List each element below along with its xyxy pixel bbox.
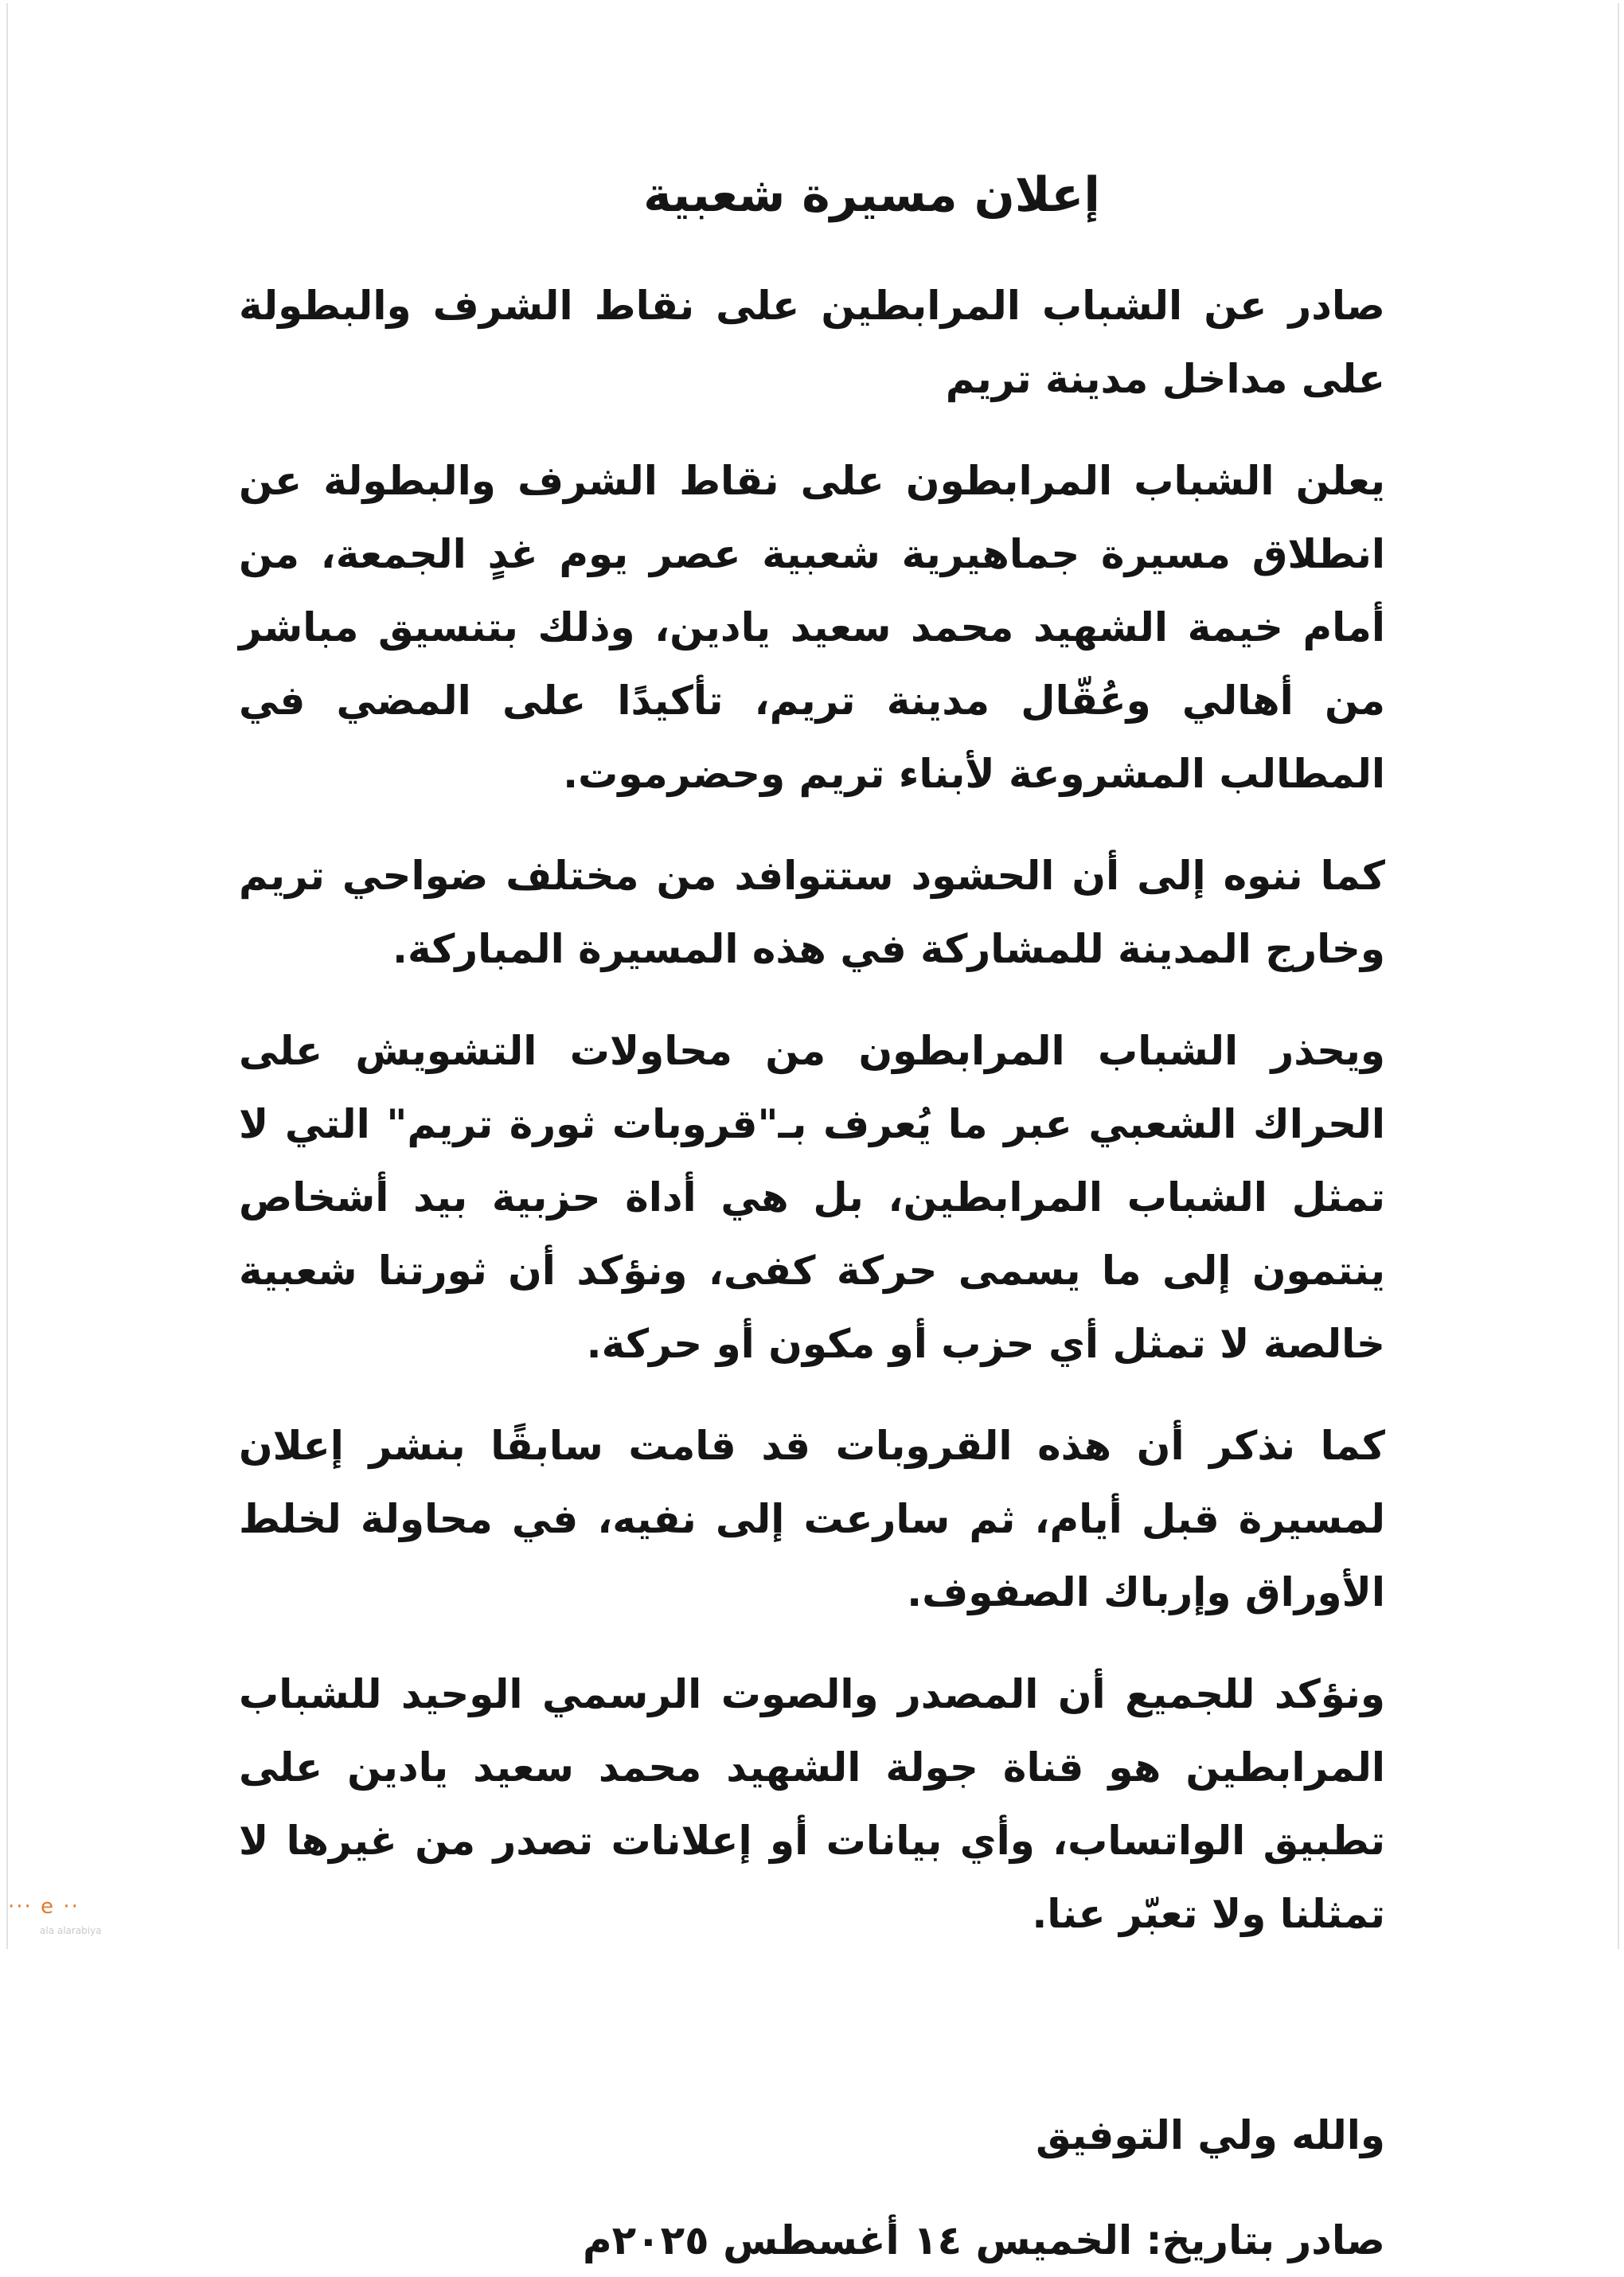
announcement-document [239,151,1385,2277]
march-announcement-paragraph: يعلن الشباب المرابطون على نقاط الشرف والبطولة عن انطلاق مسيرة جماهيرية شعبية عصر يوم غدٍ الجمعة، من أمام خيمة الشهيد محمد سعيد يادين، وذلك بتنسيق مباشر من أهالي وعُقّال مدينة تريم، تأكيدًا على المضي في المطالب المشروعة لأبناء تريم وحضرموت. [239,458,1385,797]
watermark-mark: ··· e ·· [8,1895,80,1919]
date-line: صادر بتاريخ: الخميس ١٤ أغسطس ٢٠٢٥م [582,2217,1385,2263]
spacer [239,1979,1385,2099]
official-source-paragraph: ونؤكد للجميع أن المصدر والصوت الرسمي الوحيد للشباب المرابطين هو قناة جولة الشهيد محمد سعيد يادين على تطبيق الواتساب، وأي بيانات أو إعلانات تصدر من غيرها لا تمثلنا ولا تعبّر عنا. [239,1671,1385,1937]
issuer-paragraph: صادر عن الشباب المرابطين على نقاط الشرف والبطولة على مداخل مدينة تريم [239,283,1385,402]
closing-line: والله ولي التوفيق [1036,2112,1385,2158]
watermark-logo [8,1895,167,1943]
reminder-paragraph: كما نذكر أن هذه القروبات قد قامت سابقًا بنشر إعلان لمسيرة قبل أيام، ثم سارعت إلى نفيه، في محاولة لخلط الأوراق وإرباك الصفوف. [239,1423,1385,1615]
crowds-note-paragraph: كما ننوه إلى أن الحشود ستتوافد من مختلف ضواحي تريم وخارج المدينة للمشاركة في هذه المسيرة المباركة. [239,853,1385,972]
watermark-text: ala alarabiya [40,1925,102,1936]
warning-paragraph: ويحذر الشباب المرابطون من محاولات التشويش على الحراك الشعبي عبر ما يُعرف بـ"قروبات ثورة تريم" التي لا تمثل الشباب المرابطين، بل هي أداة حزبية بيد أشخاص ينتمون إلى ما يسمى حركة كفى، ونؤكد أن ثورتنا شعبية خالصة لا تمثل أي حزب أو مكون أو حركة. [239,1028,1385,1367]
document-title: إعلان مسيرة شعبية [643,167,1100,223]
